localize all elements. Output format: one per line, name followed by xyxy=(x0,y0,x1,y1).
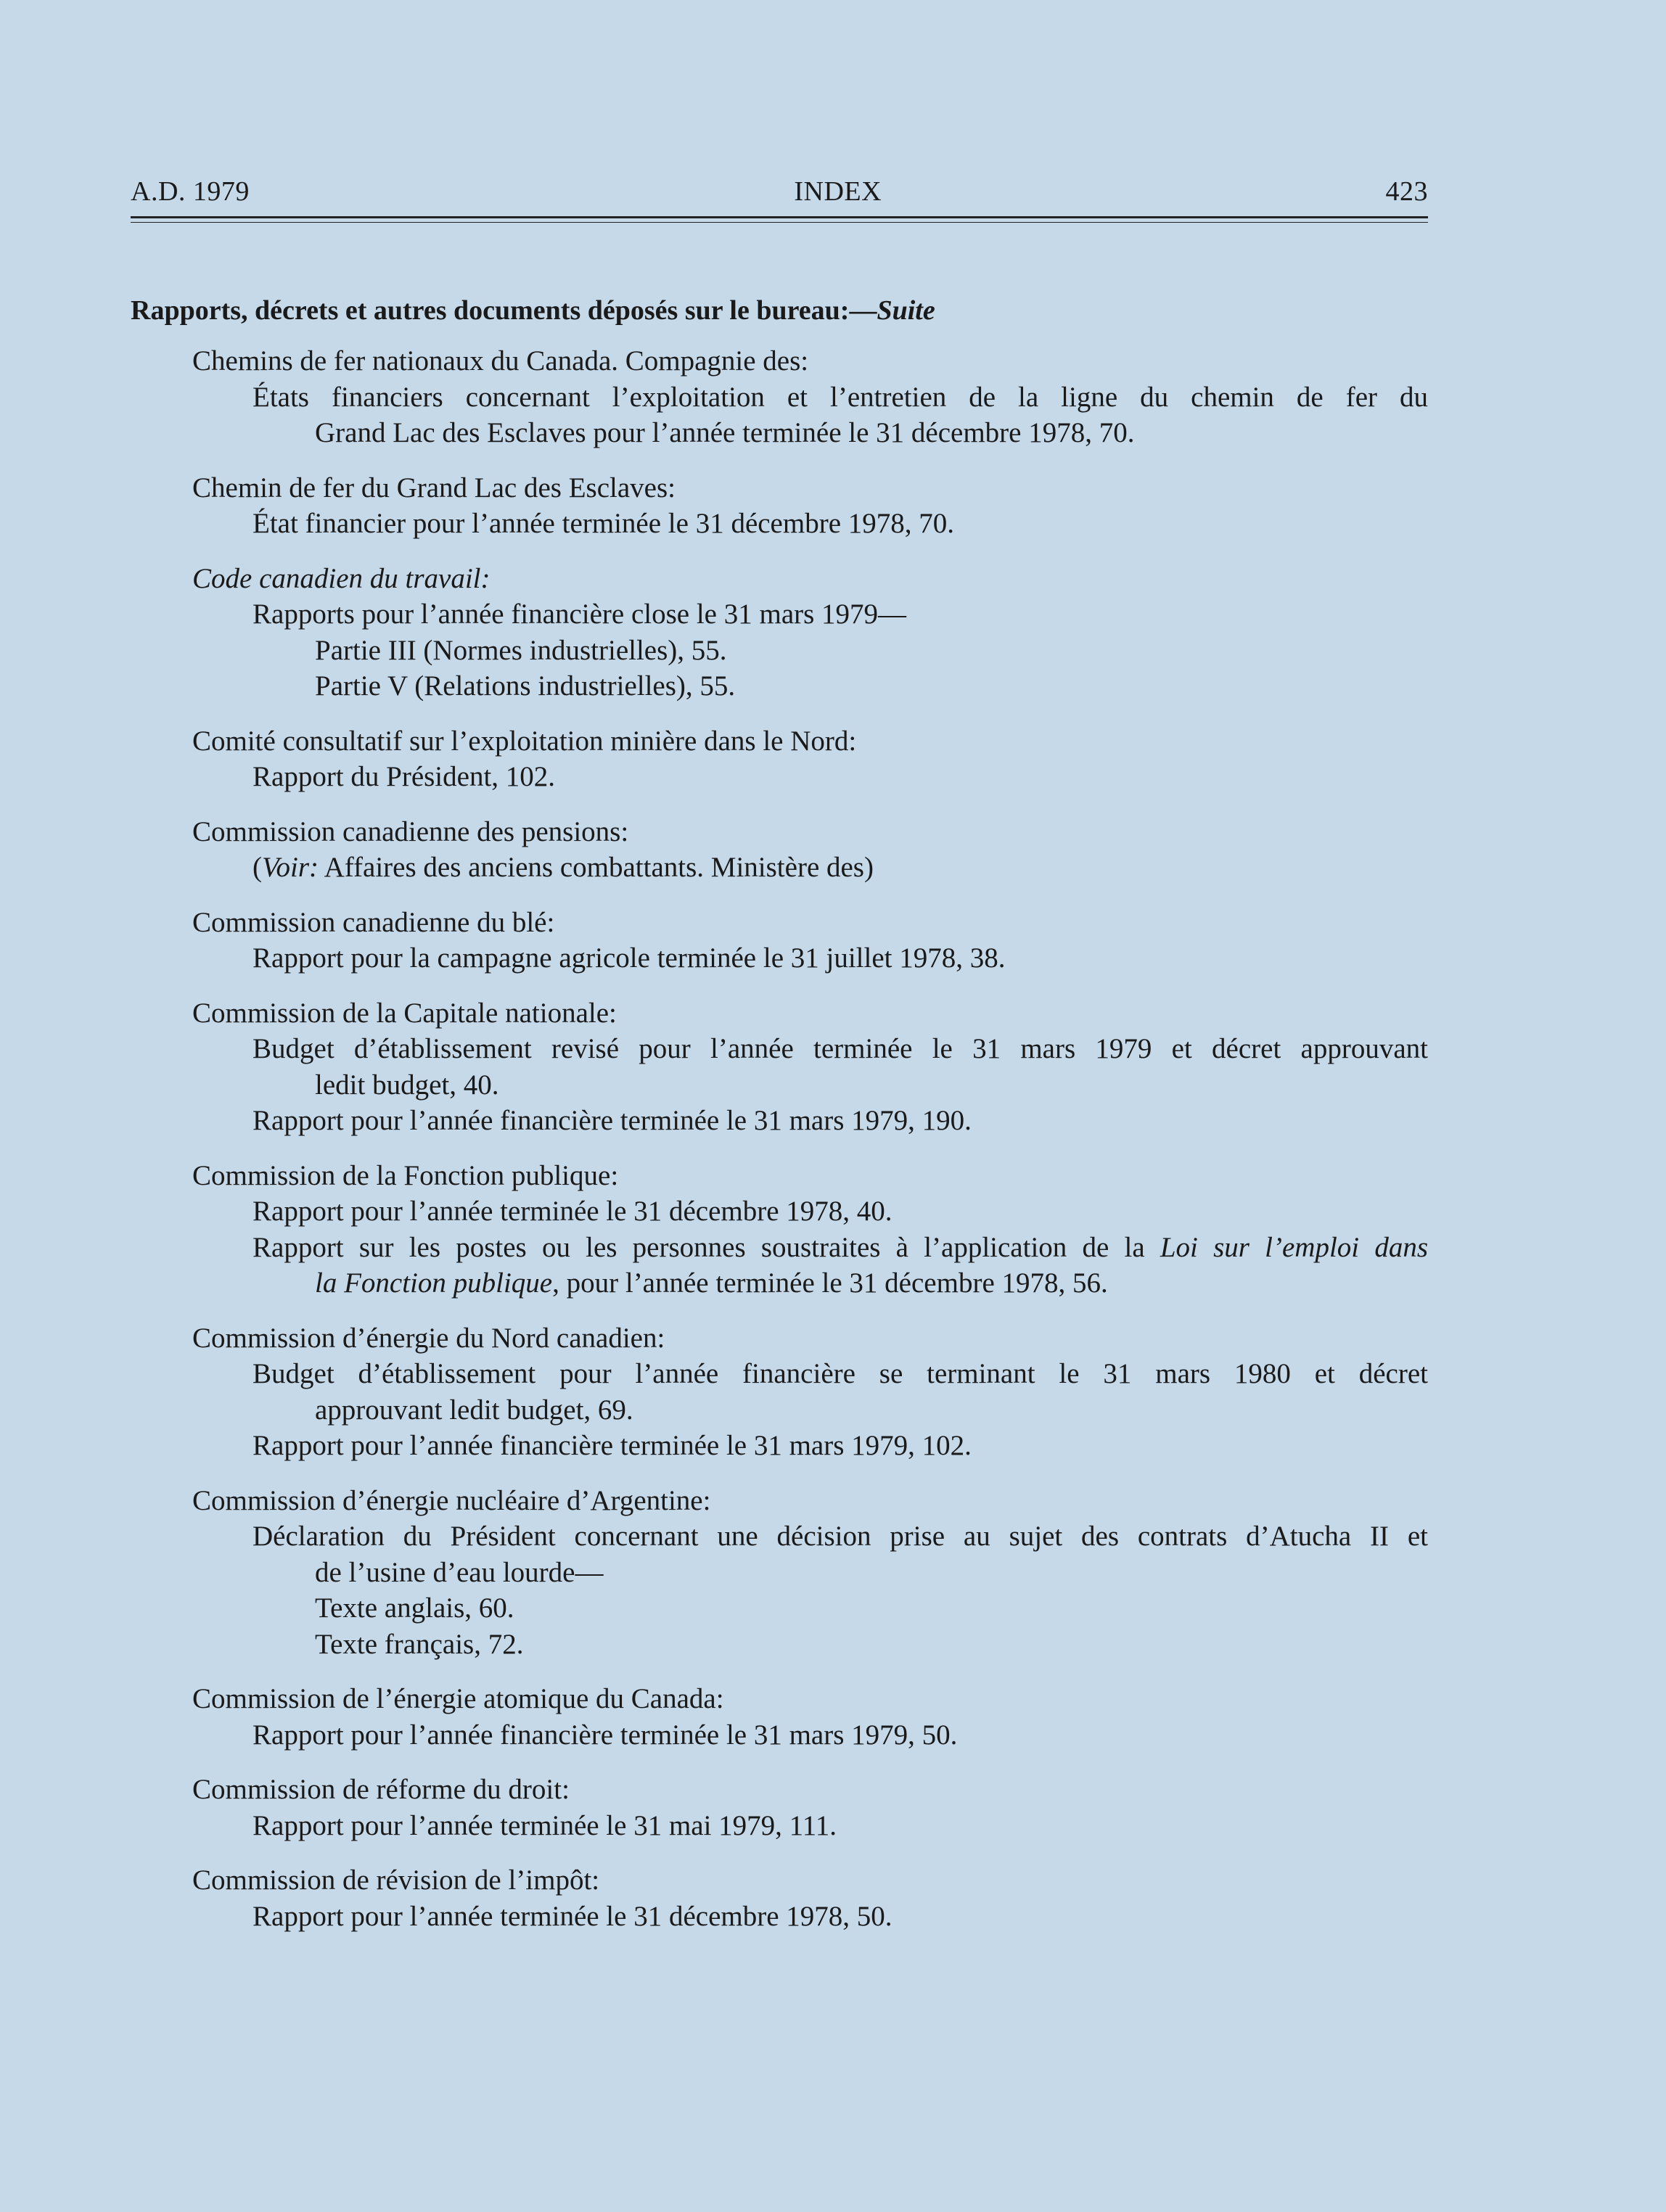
running-header xyxy=(131,174,1428,209)
entry-line-continued: approuvant ledit budget, 69. xyxy=(315,1394,633,1426)
entry-title: Commission de révision de l’impôt: xyxy=(192,1864,600,1896)
cross-reference-target: Affaires des anciens combattants. Ministère des) xyxy=(319,852,874,883)
entry-line xyxy=(131,1230,1428,1266)
entry-title: Commission de la Fonction publique: xyxy=(192,1159,619,1191)
index-entry xyxy=(131,995,1428,1139)
index-entry xyxy=(131,561,1428,704)
entry-subline: Partie III (Normes industrielles), 55. xyxy=(315,634,727,666)
entry-title: Commission de réforme du droit: xyxy=(192,1774,570,1805)
entry-title: Chemin de fer du Grand Lac des Esclaves: xyxy=(192,472,676,503)
entry-line: Rapport pour l’année terminée le 31 décembre 1978, 40. xyxy=(253,1196,892,1227)
index-entry xyxy=(131,723,1428,795)
entry-line: Rapport pour l’année terminée le 31 mai 1979, 111. xyxy=(253,1809,837,1841)
header-rule-thin xyxy=(131,222,1428,223)
entry-line-italic: Loi sur l’emploi dans xyxy=(1160,1231,1428,1263)
entry-title: Commission de l’énergie atomique du Canada: xyxy=(192,1683,724,1714)
header-rule-thick xyxy=(131,216,1428,218)
entry-subline: Texte français, 72. xyxy=(315,1628,524,1660)
index-entry xyxy=(131,1681,1428,1753)
index-entries xyxy=(131,343,1428,1934)
index-entry xyxy=(131,343,1428,451)
entry-line-text: Rapport sur les postes ou les personnes soustraites à l’application de la xyxy=(253,1231,1160,1263)
index-entry xyxy=(131,814,1428,886)
entry-line-text: , pour l’année terminée le 31 décembre 1978, 56. xyxy=(552,1267,1108,1299)
entry-line: Rapport pour l’année terminée le 31 décembre 1978, 50. xyxy=(253,1900,892,1932)
index-page xyxy=(131,174,1428,1934)
entry-subline: Texte anglais, 60. xyxy=(315,1592,514,1624)
entry-title: Commission canadienne des pensions: xyxy=(192,815,629,847)
index-entry xyxy=(131,1320,1428,1464)
entry-line-continued: de l’usine d’eau lourde— xyxy=(315,1556,604,1588)
entry-line: État financier pour l’année terminée le 31 décembre 1978, 70. xyxy=(253,508,955,539)
entry-line: États financiers concernant l’exploitation et l’entretien de la ligne du chemin de fer du xyxy=(253,381,1428,413)
voir-label: Voir: xyxy=(262,852,319,883)
entry-line: Rapport pour la campagne agricole terminée le 31 juillet 1978, 38. xyxy=(253,942,1006,974)
entry-line: Budget d’établissement revisé pour l’année terminée le 31 mars 1979 et décret approuvant xyxy=(253,1033,1428,1064)
index-entry xyxy=(131,1772,1428,1843)
entry-line: Budget d’établissement pour l’année financière se terminant le 31 mars 1980 et décret xyxy=(253,1358,1428,1389)
entry-title: Commission d’énergie nucléaire d’Argentine: xyxy=(192,1484,711,1516)
entry-title: Code canadien du travail: xyxy=(192,562,491,594)
header-year: A.D. 1979 xyxy=(131,176,250,207)
entry-line: Rapport pour l’année financière terminée le 31 mars 1979, 102. xyxy=(253,1430,972,1461)
header-title: INDEX xyxy=(794,176,882,207)
index-entry xyxy=(131,1483,1428,1663)
section-heading-text: Rapports, décrets et autres documents déposés sur le bureau:— xyxy=(131,295,877,326)
entry-title: Commission de la Capitale nationale: xyxy=(192,997,617,1029)
entry-title: Comité consultatif sur l’exploitation minière dans le Nord: xyxy=(192,725,857,757)
entry-line: Rapport pour l’année financière terminée le 31 mars 1979, 190. xyxy=(253,1105,972,1136)
section-heading-suffix: Suite xyxy=(877,295,935,326)
entry-cross-reference xyxy=(131,850,1428,886)
entry-title: Chemins de fer nationaux du Canada. Compagnie des: xyxy=(192,345,809,377)
entry-line-continued xyxy=(131,1265,1428,1302)
entry-title: Commission canadienne du blé: xyxy=(192,906,555,938)
entry-subline: Partie V (Relations industrielles), 55. xyxy=(315,670,736,702)
entry-title: Commission d’énergie du Nord canadien: xyxy=(192,1322,665,1354)
entry-line-continued: Grand Lac des Esclaves pour l’année terminée le 31 décembre 1978, 70. xyxy=(315,417,1135,448)
entry-line-italic: la Fonction publique xyxy=(315,1267,553,1299)
entry-line: Rapport du Président, 102. xyxy=(253,761,556,792)
index-entry xyxy=(131,1862,1428,1934)
index-entry xyxy=(131,905,1428,977)
entry-line-continued: ledit budget, 40. xyxy=(315,1069,499,1101)
section-heading xyxy=(131,292,1428,329)
index-entry xyxy=(131,470,1428,542)
entry-line: Déclaration du Président concernant une décision prise au sujet des contrats d’Atucha II et xyxy=(253,1521,1428,1552)
paren-open: ( xyxy=(253,852,262,883)
entry-line: Rapports pour l’année financière close le 31 mars 1979— xyxy=(253,599,907,630)
page-number: 423 xyxy=(1385,176,1428,207)
entry-line: Rapport pour l’année financière terminée le 31 mars 1979, 50. xyxy=(253,1719,958,1751)
index-entry xyxy=(131,1158,1428,1302)
